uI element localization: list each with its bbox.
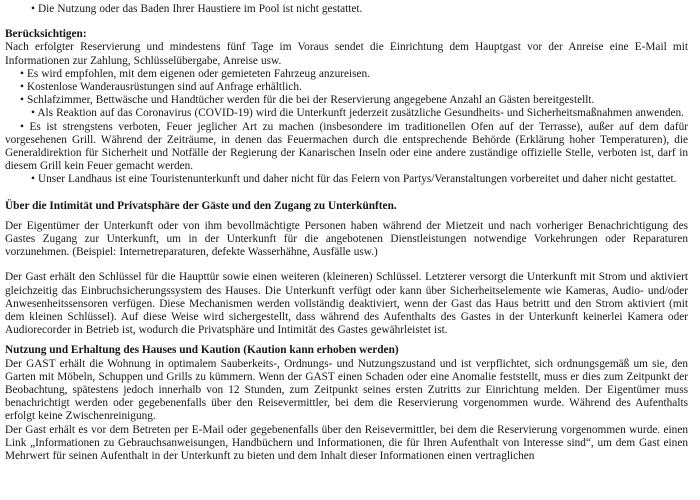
paragraph-spacer [5,16,688,28]
paragraph-spacer [5,213,688,220]
document-content [5,3,688,463]
paragraph-spacer [5,187,688,200]
bullet-item: • Die Nutzung oder das Baden Ihrer Haustiere im Pool ist nicht gestattet. [31,3,363,15]
paragraph-spacer [5,337,688,344]
paragraph: Der Gast erhält den Schlüssel für die Haupttür sowie einen weiteren (kleineren) Schlüssel. Letzterer versorgt die Unterkunft mit Strom und aktiviert gleichzeitig das Einbruchsicherungssystem des Hauses. Die Unterkunft verfügt oder kann über Sicherheitselemente wie Kameras, Audio- und/oder Anwesenheitssensoren verfügen. Diese Mechanismen werden vollständig deaktiviert, wenn der Gast das Haus betritt und den Strom aktiviert (mit dem kleinen Schlüssel). Auf diese Weise wird sichergestellt, dass während des Aufenthalts des Gastes in der Unterkunft keinerlei Kamera oder Audiorecorder in Betrieb ist, wodurch die Privatsphäre und Intimität des Gastes gewährleistet ist. [5,271,688,337]
section-heading: Über die Intimität und Privatsphäre der Gäste und den Zugang zu Unterkünften. [5,199,397,212]
paragraph: Der GAST erhält die Wohnung in optimalem Sauberkeits-, Ordnungs- und Nutzungszustand und ist verpflichtet, sich ordnungsgemäß um sie, den Garten mit Möbeln, Schuppen und Grills zu kümmern. Wenn der GAST einen Schaden oder eine Anomalie feststellt, muss er dies zum Zeitpunkt der Beobachtung, spätestens jedoch innerhalb von 12 Stunden, zum Zeitpunkt seines ersten Zutritts zur Einrichtung melden. Der Eigentümer muss benachrichtigt werden oder gegebenenfalls über den Reisevermittler, bei dem die Reservierung vorgenommen wurde. Während des Aufenthalts erfolgt keine Zwischenreinigung. [5,357,688,423]
bullet-item: • Kostenlose Wanderausrüstungen sind auf Anfrage erhältlich. [20,81,302,94]
paragraph: Der Eigentümer der Unterkunft oder von ihm bevollmächtigte Personen haben während der Mietzeit und nach vorheriger Benachrichtigung des Gastes Zugang zur Unterkunft, um in der Unterkunft für die angebotenen Dienstleistungen notwendige Vorkehrungen oder Reparaturen vorzunehmen. (Beispiel: Internetreparaturen, defekte Wasserhähne, Ausfälle usw.) [5,219,688,259]
paragraph-spacer [5,259,688,271]
section-heading: Nutzung und Erhaltung des Hauses und Kaution (Kaution kann erhoben werden) [5,344,399,357]
bullet-item: • Es ist strengstens verboten, Feuer jeglicher Art zu machen (insbesondere im traditionellen Ofen auf der Terrasse), außer auf dem dafür vorgesehenen Grill. Während der Zeiträume, in denen das Feuermachen durch die entsprechende Behörde (Erklärung hoher Temperaturen), die Generaldirektion für Sicherheit und Notfälle der Regierung der Kanarischen Inseln oder eine andere zuständige offizielle Stelle, verboten ist, darf in diesem Grill kein Feuer gemacht werden. [5,120,688,173]
paragraph: Der Gast erhält es vor dem Betreten per E-Mail oder gegebenenfalls über den Reisevermittler, bei dem die Reservierung vorgenommen wurde. einen Link „Informationen zu Gebrauchsanweisungen, Handbüchern und Informationen, die für Ihren Aufenthalt von Interesse sind“, um dem Gast einen Mehrwert für seinen Aufenthalt in der Unterkunft zu bieten und dem Inhalt dieser Informationen einen vertraglichen [5,423,688,463]
section-heading: Berücksichtigen: [5,28,87,41]
bullet-item: • Es wird empfohlen, mit dem eigenen oder gemieteten Fahrzeug anzureisen. [20,67,371,80]
bullet-item: • Schlafzimmer, Bettwäsche und Handtücher werden für die bei der Reservierung angegebene Anzahl an Gästen bereitgestellt. [20,94,595,107]
paragraph: Nach erfolgter Reservierung und mindestens fünf Tage im Voraus sendet die Einrichtung dem Hauptgast vor der Anreise eine E-Mail mit Informationen zur Zahlung, Schlüsselübergabe, Anreise usw. [5,41,688,67]
bullet-item: • Unser Landhaus ist eine Touristenunterkunft und daher nicht für das Feiern von Partys/Veranstaltungen vorbereitet und daher nicht gestattet. [31,173,677,186]
bullet-item: • Als Reaktion auf das Coronavirus (COVID-19) wird die Unterkunft jederzeit zusätzliche Gesundheits- und Sicherheitsmaßnahmen anwenden. [31,107,684,120]
